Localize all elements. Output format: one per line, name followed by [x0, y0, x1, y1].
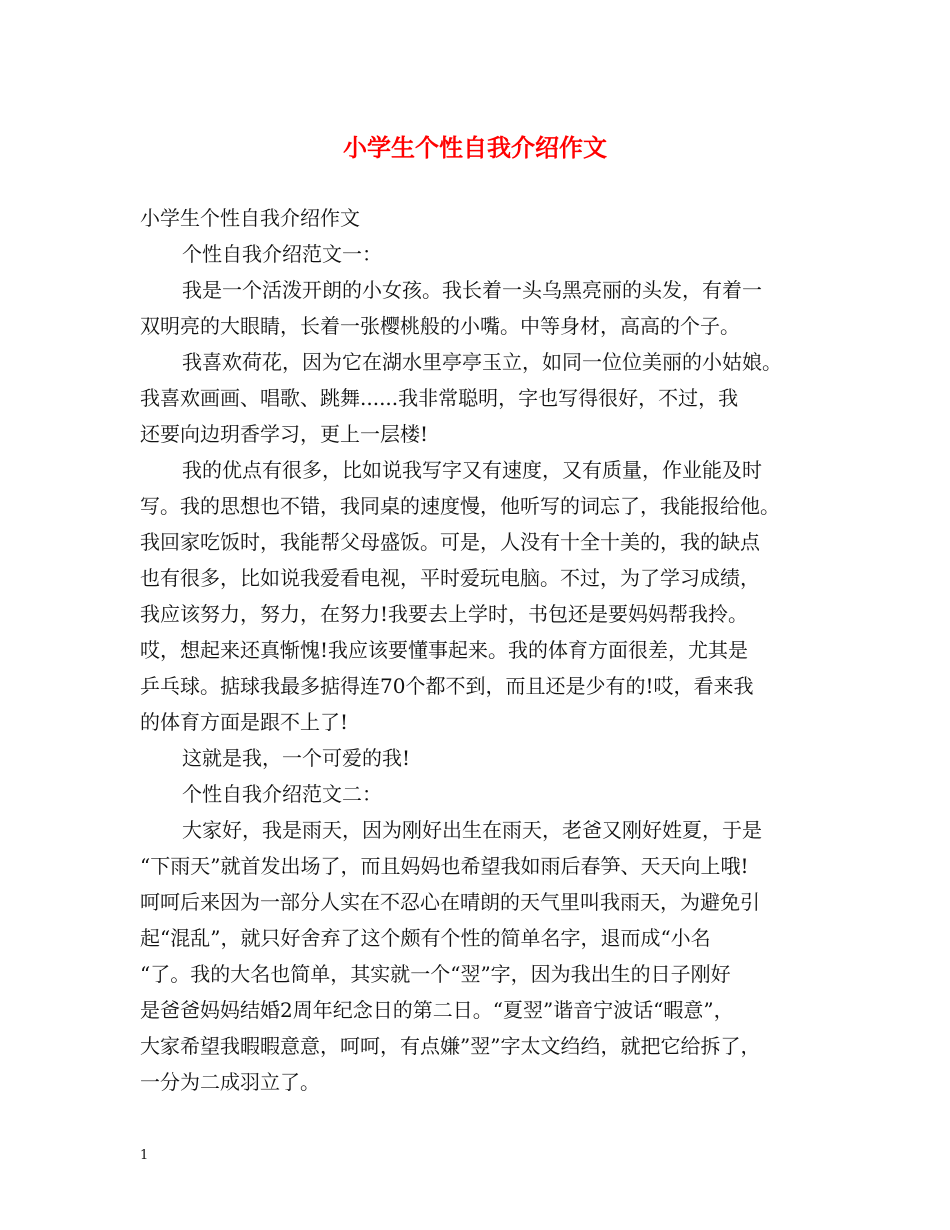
body-line: 一分为二成羽立了。 — [140, 1070, 320, 1094]
body-line: 哎，想起来还真惭愧!我应该要懂事起来。我的体育方面很差，尤其是 — [140, 638, 749, 662]
body-line: 我回家吃饭时，我能帮父母盛饭。可是，人没有十全十美的，我的缺点 — [140, 530, 760, 554]
body-line: 个性自我介绍范文一： — [182, 242, 382, 266]
body-line: 我喜欢荷花，因为它在湖水里亭亭玉立，如同一位位美丽的小姑娘。 — [182, 350, 782, 374]
body-line: 还要向边玥香学习，更上一层楼! — [140, 422, 429, 446]
body-line: 小学生个性自我介绍作文 — [140, 206, 360, 230]
body-line: 的体育方面是跟不上了! — [140, 710, 349, 734]
body-line: 双明亮的大眼睛，长着一张樱桃般的小嘴。中等身材，高高的个子。 — [140, 314, 740, 338]
document-title: 小学生个性自我介绍作文 — [343, 133, 607, 162]
body-line: 大家希望我暇暇意意，呵呵，有点嫌”翌”字太文绉绉，就把它给拆了， — [140, 1034, 761, 1058]
page-number: 1 — [140, 1148, 149, 1163]
body-line: 也有很多，比如说我爱看电视，平时爱玩电脑。不过，为了学习成绩， — [140, 566, 760, 590]
body-line: 是爸爸妈妈结婚2周年纪念日的第二日。“夏翌”谐音宁波话“暇意”， — [140, 998, 734, 1022]
body-line: 起“混乱”，就只好舍弃了这个颇有个性的简单名字，退而成“小名 — [140, 926, 711, 950]
body-line: “了。我的大名也简单，其实就一个“翌”字，因为我出生的日子刚好 — [140, 962, 731, 986]
document-body — [140, 200, 816, 1100]
body-line: 乒乓球。掂球我最多掂得连70个都不到，而且还是少有的!哎，看来我 — [140, 674, 754, 698]
body-line: 呵呵后来因为一部分人实在不忍心在晴朗的天气里叫我雨天，为避免引 — [140, 890, 760, 914]
body-line: 我是一个活泼开朗的小女孩。我长着一头乌黑亮丽的头发，有着一 — [182, 278, 762, 302]
body-line: “下雨天”就首发出场了，而且妈妈也希望我如雨后春笋、天天向上哦! — [140, 854, 749, 878]
body-line: 个性自我介绍范文二： — [182, 782, 382, 806]
body-line: 我喜欢画画、唱歌、跳舞......我非常聪明，字也写得很好，不过，我 — [140, 386, 739, 410]
body-line: 写。我的思想也不错，我同桌的速度慢，他听写的词忘了，我能报给他。 — [140, 494, 780, 518]
body-line: 大家好，我是雨天，因为刚好出生在雨天，老爸又刚好姓夏，于是 — [182, 818, 762, 842]
body-line: 我应该努力，努力，在努力!我要去上学时，书包还是要妈妈帮我拎。 — [140, 602, 749, 626]
body-line: 这就是我，一个可爱的我! — [182, 746, 411, 770]
body-line: 我的优点有很多，比如说我写字又有速度，又有质量，作业能及时 — [182, 458, 762, 482]
